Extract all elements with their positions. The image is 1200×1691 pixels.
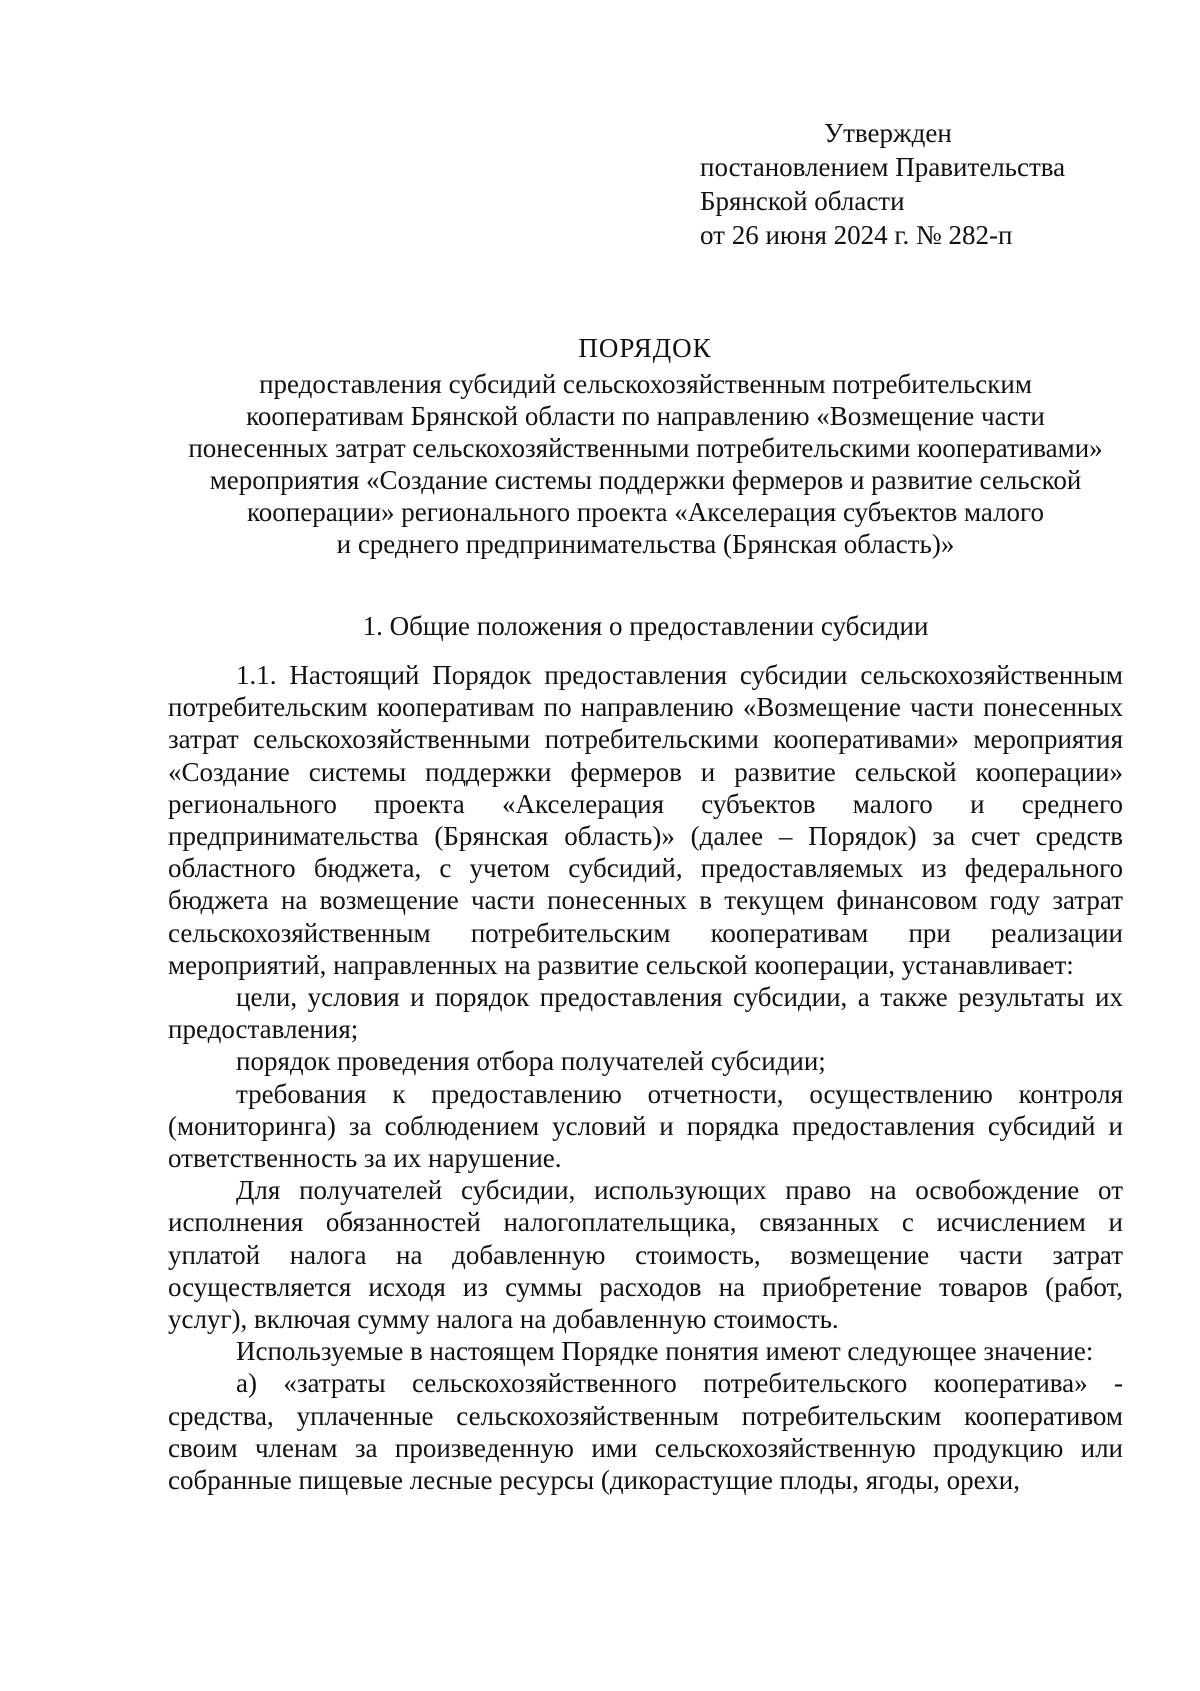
subtitle-line: понесенных затрат сельскохозяйственными потребительскими кооперативами» bbox=[188, 433, 1103, 463]
approval-region: Брянской области bbox=[700, 186, 905, 216]
document-title: ПОРЯДОК bbox=[578, 333, 712, 363]
document-subtitle bbox=[168, 368, 1123, 560]
approval-approved: Утвержден bbox=[824, 118, 952, 148]
subtitle-line: мероприятия «Создание системы поддержки фермеров и развитие сельской bbox=[209, 465, 1082, 495]
paragraph-definition-a: а) «затраты сельскохозяйственного потребительского кооператива» - средства, уплаченные сельскохозяйственным потребительским кооперативом своим членам за произведенную ими сельскохозяйственную продукцию или собранные пищевые лесные ресурсы (дикорастущие плоды, ягоды, орехи, bbox=[168, 1368, 1123, 1496]
subtitle-line: и среднего предпринимательства (Брянская область)» bbox=[336, 529, 955, 559]
approval-decree: постановлением Правительства bbox=[700, 152, 1066, 182]
paragraph-goals: цели, условия и порядок предоставления субсидии, а также результаты их предоставления; bbox=[168, 982, 1123, 1045]
subtitle-line: кооперативам Брянской области по направлению «Возмещение части bbox=[246, 401, 1045, 431]
paragraph-1-1: 1.1. Настоящий Порядок предоставления субсидии сельскохозяйственным потребительским кооперативам по направлению «Возмещение части понесенных затрат сельскохозяйственными потребительскими кооперативами» мероприятия «Создание системы поддержки фермеров и развитие сельской кооперации» регионального проекта «Акселерация субъектов малого и среднего предпринимательства (Брянская область)» (далее – Порядок) за счет средств областного бюджета, с учетом субсидий, предоставляемых из федерального бюджета на возмещение части понесенных в текущем финансовом году затрат сельскохозяйственным потребительским кооперативам при реализации мероприятий, направленных на развитие сельской кооперации, устанавливает: bbox=[168, 660, 1123, 980]
subtitle-line: предоставления субсидий сельскохозяйственным потребительским bbox=[259, 369, 1032, 399]
paragraph-reporting: требования к предоставлению отчетности, осуществлению контроля (мониторинга) за соблюдением условий и порядка предоставления субсидий и ответственность за их нарушение. bbox=[168, 1078, 1123, 1174]
approval-stamp bbox=[700, 116, 1065, 252]
section-heading: 1. Общие положения о предоставлении субсидии bbox=[362, 611, 929, 641]
paragraph-vat: Для получателей субсидии, использующих право на освобождение от исполнения обязанностей налогоплательщика, связанных с исчислением и уплатой налога на добавленную стоимость, возмещение части затрат осуществляется исходя из суммы расходов на приобретение товаров (работ, услуг), включая сумму налога на добавленную стоимость. bbox=[168, 1175, 1123, 1335]
document-body bbox=[168, 659, 1123, 1496]
paragraph-selection: порядок проведения отбора получателей субсидии; bbox=[236, 1046, 826, 1077]
paragraph-definitions: Используемые в настоящем Порядке понятия имеют следующее значение: bbox=[236, 1336, 1094, 1367]
approval-date-number: от 26 июня 2024 г. № 282-п bbox=[700, 220, 1013, 250]
subtitle-line: кооперации» регионального проекта «Акселерация субъектов малого bbox=[247, 497, 1044, 527]
